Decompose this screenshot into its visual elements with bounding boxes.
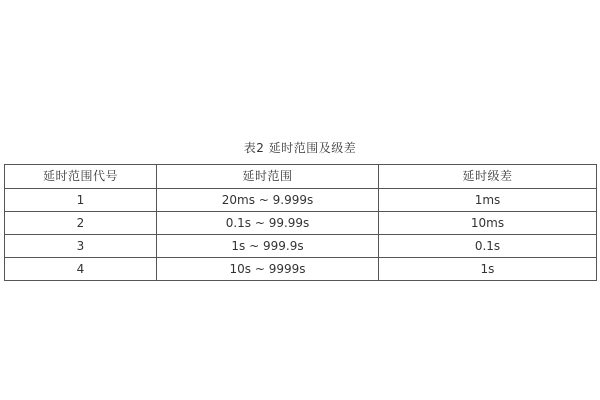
cell-delay-range: 1s ~ 999.9s — [157, 235, 379, 258]
cell-delay-step: 10ms — [379, 212, 597, 235]
table-row — [5, 235, 597, 258]
table-row — [5, 212, 597, 235]
cell-range-code: 4 — [5, 258, 157, 281]
cell-range-code: 2 — [5, 212, 157, 235]
cell-delay-step: 0.1s — [379, 235, 597, 258]
cell-range-code: 3 — [5, 235, 157, 258]
cell-delay-range: 0.1s ~ 99.99s — [157, 212, 379, 235]
cell-delay-step: 1s — [379, 258, 597, 281]
table-row — [5, 258, 597, 281]
delay-range-table — [4, 164, 597, 281]
cell-range-code: 1 — [5, 189, 157, 212]
cell-delay-range: 20ms ~ 9.999s — [157, 189, 379, 212]
header-cell-range-code: 延时范围代号 — [5, 165, 157, 189]
header-cell-delay-step: 延时级差 — [379, 165, 597, 189]
cell-delay-step: 1ms — [379, 189, 597, 212]
header-cell-delay-range: 延时范围 — [157, 165, 379, 189]
table-row — [5, 189, 597, 212]
table-caption: 表2 延时范围及级差 — [243, 141, 357, 155]
cell-delay-range: 10s ~ 9999s — [157, 258, 379, 281]
table-header-row — [5, 165, 597, 189]
